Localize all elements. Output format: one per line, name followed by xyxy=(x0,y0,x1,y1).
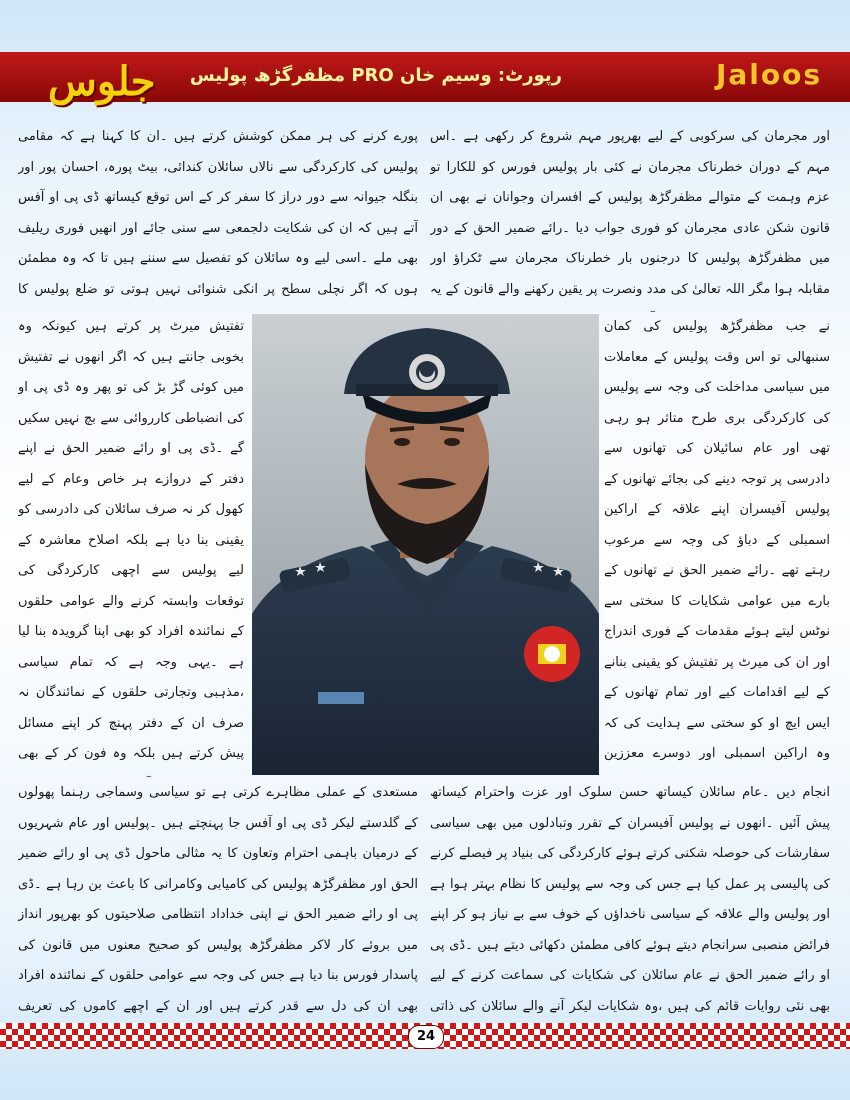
article-column-left-top xyxy=(18,122,418,312)
officer-portrait-photo xyxy=(252,314,599,775)
article-column-right-top xyxy=(430,122,830,312)
page-number: 24 xyxy=(408,1025,444,1049)
article-paragraph: تفتیش میرٹ پر کرتے ہیں کیونکہ وہ بخوبی جانتے ہیں کہ اگر انھوں نے تفتیش میں کوئی گڑ بڑ کی تو پھر وہ ڈی پی او کی انضباطی کارروائی سے بچ نہیں سکیں گے ۔ڈی پی او رائے ضمیر الحق نے اپنے دفتر کے دروازے ہر خاص وعام کے لیے کھول کر نہ صرف سائلان کی دادرسی کو یقینی بنا دیا ہے بلکہ اصلاح معاشرہ کے لیے پولیس سے اچھی کارکردگی کی توقعات وابستہ کرنے والے عوامی حلقوں کے نمائندہ افراد کو بھی اپنا گرویدہ بنا لیا ہے ۔یہی وجہ ہے کہ تمام سیاسی ،مذہبی وتجارتی حلقوں کے نمائندگان نہ صرف ان کے دفتر پہنچ کر اپنے مسائل پیش کرتے ہیں بلکہ وہ فون کر کے بھی xyxy=(18,319,244,761)
article-column-left-main xyxy=(18,312,244,778)
magazine-logo-english: Jaloos xyxy=(715,58,822,91)
police-shoulder-patch-icon xyxy=(524,626,580,682)
article-column-left-bottom xyxy=(18,778,418,1018)
article-column-right-bottom xyxy=(430,778,830,1018)
report-byline: رپورٹ: وسیم خان PRO مظفرگڑھ پولیس xyxy=(189,65,562,86)
police-cap-badge xyxy=(409,354,445,390)
portrait-illustration xyxy=(252,314,599,775)
article-column-right-main xyxy=(604,312,830,778)
article-paragraph: مستعدی کے عملی مظاہرے کرتی ہے تو سیاسی وسماجی رہنما پھولوں کے گلدستے لیکر ڈی پی او آفس جا پہنچتے ہیں ۔پولیس اور عام شہریوں کے درمیان باہمی احترام وتعاون کا یہ مثالی ماحول ڈی پی او رائے ضمیر الحق اور مظفرگڑھ پولیس کی کامیابی وکامرانی کا باعث بن رہا ہے ۔ڈی پی او رائے ضمیر الحق نے اپنی خداداد انتظامی صلاحیتوں کو بھرپور انداز میں بروئے کار لاکر مظفرگڑھ پولیس کو صحیح معنوں میں قانون کی پاسدار فورس بنا دیا ہے جس کی وجہ سے عوامی حلقوں کے نمائندہ افراد بھی ان کی دل سے قدر کرتے ہیں اور ان کے اچھے کاموں کی تعریف xyxy=(18,785,418,1014)
article-paragraph: انجام دیں ۔عام سائلان کیساتھ حسن سلوک اور عزت واحترام کیساتھ پیش آئیں ۔انھوں نے پولیس آفیسران کے تقرر وتبادلوں میں بھی سیاسی سفارشات کی حوصلہ شکنی کرتے ہوئے کارکردگی کی بنیاد پر فیصلے کرنے کی پالیسی پر عمل کیا ہے جس کی وجہ سے پولیس کا نظام بہتر ہوا ہے اور پولیس والے علاقہ کے سیاسی ناخداؤں کے خوف سے بے نیاز ہو کر اپنے فرائض منصبی سرانجام دیتے ہوئے کافی مطمئن دکھائی دیتے ہیں ۔ڈی پی او رائے ضمیر الحق نے عام سائلان کی شکایات کی سماعت کرنے کے لیے بھی نئی روایات قائم کی ہیں ،وہ شکایات لیکر آنے والے سائلان کی ذاتی xyxy=(430,785,830,1014)
article-paragraph: پورے کرنے کی ہر ممکن کوشش کرتے ہیں ۔ان کا کہنا ہے کہ مقامی پولیس کی کارکردگی سے نالاں سائلان کندائی، بیٹ پورہ، احسان پور اور بنگلہ جیوانہ سے دور دراز کا سفر کر کے اس توقع کیساتھ ڈی پی او آفس آتے ہیں کہ ان کی شکایت دلجمعی سے سنی جائے اور انھیں فوری ریلیف بھی ملے ۔اسی لیے وہ سائلان کو تفصیل سے سننے ہیں تا کہ وہ مطمئن ہوں کہ اگر نچلی سطح پر انکی شنوائی نہیں ہوتی تو ضلع پولیس کا xyxy=(18,129,418,297)
magazine-logo-urdu: جلوس xyxy=(48,58,156,105)
article-paragraph: نے جب مظفرگڑھ پولیس کی کمان سنبھالی تو اس وقت پولیس کے معاملات میں سیاسی مداخلت کی وجہ سے پولیس کی کارکردگی بری طرح متاثر ہو رہی تھی اور عام سائیلان کی تھانوں سے دادرسی پر توجہ دینے کی بجائے تھانوں کے پولیس آفیسران اپنے علاقہ کے اراکین اسمبلی کے دباؤ کی وجہ سے مرعوب رہتے تھے ۔رائے ضمیر الحق نے تھانوں کے بارے میں عوامی شکایات کا سختی سے نوٹس لیتے ہوئے مقدمات کے فوری اندراج اور ان کی میرٹ پر تفتیش کو یقینی بنانے کے لیے اقدامات کیے اور تمام تھانوں کے ایس ایچ او کو سختی سے ہدایت کی کہ وہ اراکین اسمبلی اور دوسرے معززین xyxy=(604,319,830,761)
article-paragraph: اور مجرمان کی سرکوبی کے لیے بھرپور مہم شروع کر رکھی ہے ۔اس مہم کے دوران خطرناک مجرمان نے کئی بار پولیس فورس کو للکارا تو عزم وہمت کے متوالے مظفرگڑھ پولیس کے افسران وجوانان نے بھی ان قانون شکن عادی مجرمان کو فوری جواب دیا ۔رائے ضمیر الحق کے دور میں مظفرگڑھ پولیس کا درجنوں بار خطرناک مجرمان سے ٹکراؤ اور مقابلہ ہوا مگر اللہ تعالیٰ کی مدد ونصرت پر یقین رکھنے والے قانون کے یہ xyxy=(430,129,830,297)
